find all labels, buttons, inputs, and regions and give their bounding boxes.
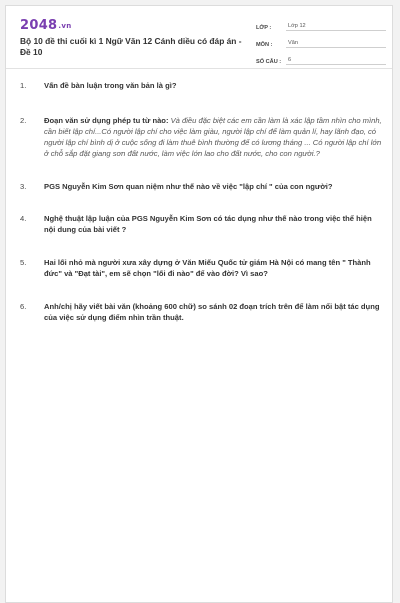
- question-item: [20, 213, 384, 235]
- question-item: [20, 80, 384, 91]
- question-quote: Và điều đặc biệt các em cần làm là xác lập tầm nhìn cho mình, cần biết lập chí...Có người lập chí cho việc làm giàu, người lập chí để làm quản lí, hay lãnh đạo, có người lập chí bình dị ở cuộc sống đi làm thuê bình thường để có lương tháng ... Có người lập chí lớn ở chỗ sắp đặt giang sơn đất nước, làm việc lớn lao cho đất nước, cho con người.?: [44, 116, 382, 158]
- meta-label: LỚP :: [256, 25, 272, 31]
- document-title: Bộ 10 đề thi cuối kì 1 Ngữ Văn 12 Cánh diều có đáp án - Đề 10: [20, 36, 242, 57]
- question-item: [20, 257, 384, 279]
- question-number: 1.: [20, 81, 27, 90]
- question-number: 5.: [20, 258, 27, 267]
- question-item: [20, 115, 384, 159]
- meta-value: 6: [286, 57, 386, 65]
- question-text: PGS Nguyễn Kim Sơn quan niệm như thế nào về việc "lập chí " của con người?: [44, 182, 333, 191]
- question-text: Vấn đề bàn luận trong văn bản là gì?: [44, 81, 177, 90]
- document-header: [6, 6, 392, 69]
- question-number: 3.: [20, 182, 27, 191]
- question-text: Nghệ thuật lập luận của PGS Nguyễn Kim Sơn có tác dụng như thế nào trong việc thể hiện nội dung của bài viết ?: [44, 214, 372, 234]
- meta-label: MÔN :: [256, 42, 273, 48]
- meta-row-subject: [256, 35, 386, 48]
- question-number: 2.: [20, 116, 27, 125]
- meta-row-class: [256, 18, 386, 31]
- question-list: [20, 80, 384, 323]
- meta-value: Lớp 12: [286, 23, 386, 31]
- question-text: Anh/chị hãy viết bài văn (khoảng 600 chữ) so sánh 02 đoạn trích trên để làm nổi bật tác dụng của việc sử dụng điểm nhìn trần thuật.: [44, 302, 380, 322]
- meta-row-count: [256, 52, 386, 65]
- meta-panel: [256, 18, 386, 69]
- question-item: [20, 301, 384, 323]
- meta-value: Văn: [286, 40, 386, 48]
- question-number: 6.: [20, 302, 27, 311]
- question-text: Đoạn văn sử dụng phép tu từ nào: Và điều đặc biệt các em cần làm là xác lập tầm nhìn cho mình, cần biết lập chí...Có người lập chí cho việc làm giàu, người lập chí để làm quản lí, hay lãnh đạo, có người lập chí bình dị ở cuộc sống đi làm thuê bình thường để có lương tháng ... Có người lập chí lớn ở chỗ sắp đặt giang sơn đất nước, làm việc lớn lao cho đất nước, cho con người.?: [44, 116, 382, 158]
- question-item: [20, 181, 384, 192]
- meta-label: SỐ CÂU :: [256, 59, 282, 65]
- document-page: [5, 5, 393, 603]
- question-number: 4.: [20, 214, 27, 223]
- question-text: Hai lối nhỏ mà người xưa xây dựng ở Văn Miếu Quốc tử giám Hà Nội có mang tên " Thành đức" và "Đạt tài", em sẽ chọn "lối đi nào" để vào đời? Vì sao?: [44, 258, 371, 278]
- site-logo[interactable]: 2048.vn: [20, 18, 72, 33]
